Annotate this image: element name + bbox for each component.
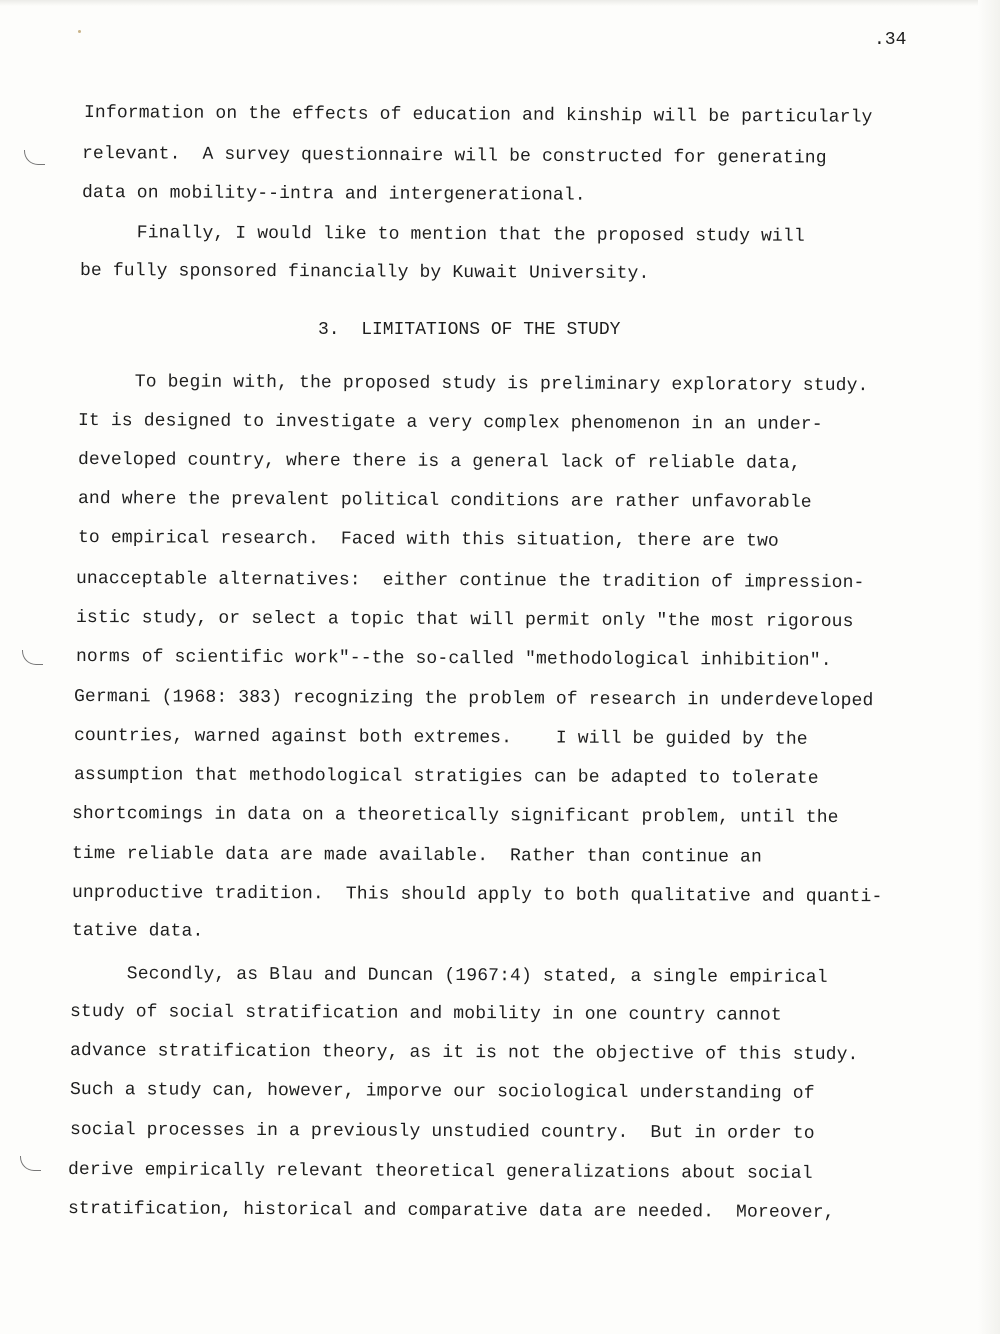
text-line: advance stratification theory, as it is not the objective of this study. <box>69 1041 859 1066</box>
text-line: unproductive tradition. This should apply to both qualitative and quanti- <box>71 883 883 908</box>
text-line: Germani (1968: 383) recognizing the problem of research in underdeveloped <box>73 687 874 712</box>
punch-hole-mark <box>24 150 45 165</box>
text-line: To begin with, the proposed study is preliminary exploratory study. <box>79 372 869 397</box>
text-line: norms of scientific work"--the so-called "methodological inhibition". <box>75 647 832 671</box>
text-line: derive empirically relevant theoretical generalizations about social <box>67 1160 813 1184</box>
section-heading: 3. LIMITATIONS OF THE STUDY <box>318 320 621 340</box>
text-line: tative data. <box>71 921 204 942</box>
text-line: to empirical research. Faced with this situation, there are two <box>77 528 779 552</box>
text-line: be fully sponsored financially by Kuwait University. <box>79 261 650 284</box>
text-line: and where the prevalent political conditions are rather unfavorable <box>77 489 812 513</box>
text-line: study of social stratification and mobility in one country cannot <box>69 1002 782 1026</box>
text-line: It is designed to investigate a very complex phenomenon in an under- <box>77 411 823 435</box>
text-line: time reliable data are made available. Rather than continue an <box>71 844 763 868</box>
text-line: stratification, historical and comparative data are needed. Moreover, <box>67 1199 835 1224</box>
paper-speck <box>78 30 81 33</box>
page-number: .34 <box>874 30 907 50</box>
text-line: shortcomings in data on a theoretically significant problem, until the <box>71 804 839 829</box>
text-line: Secondly, as Blau and Duncan (1967:4) stated, a single empirical <box>71 964 828 988</box>
page-right-edge <box>978 0 1000 1334</box>
text-line: social processes in a previously unstudied country. But in order to <box>69 1120 815 1144</box>
text-line: countries, warned against both extremes. I will be guided by the <box>73 726 808 750</box>
text-line: istic study, or select a topic that will permit only "the most rigorous <box>75 608 854 633</box>
text-line: unacceptable alternatives: either continue the tradition of impression- <box>75 569 865 594</box>
text-line: data on mobility--intra and intergenerational. <box>81 183 586 206</box>
text-line: Such a study can, however, imporve our sociological understanding of <box>69 1080 815 1104</box>
text-line: assumption that methodological stratigies can be adapted to tolerate <box>73 765 819 789</box>
text-line: Finally, I would like to mention that the proposed study will <box>81 223 805 247</box>
text-line: Information on the effects of education and kinship will be particularly <box>83 103 873 128</box>
page-top-edge <box>0 0 1000 6</box>
text-line: developed country, where there is a general lack of reliable data, <box>77 450 801 474</box>
text-line: relevant. A survey questionnaire will be constructed for generating <box>81 144 827 169</box>
punch-hole-mark <box>20 1156 41 1171</box>
punch-hole-mark <box>22 650 43 665</box>
